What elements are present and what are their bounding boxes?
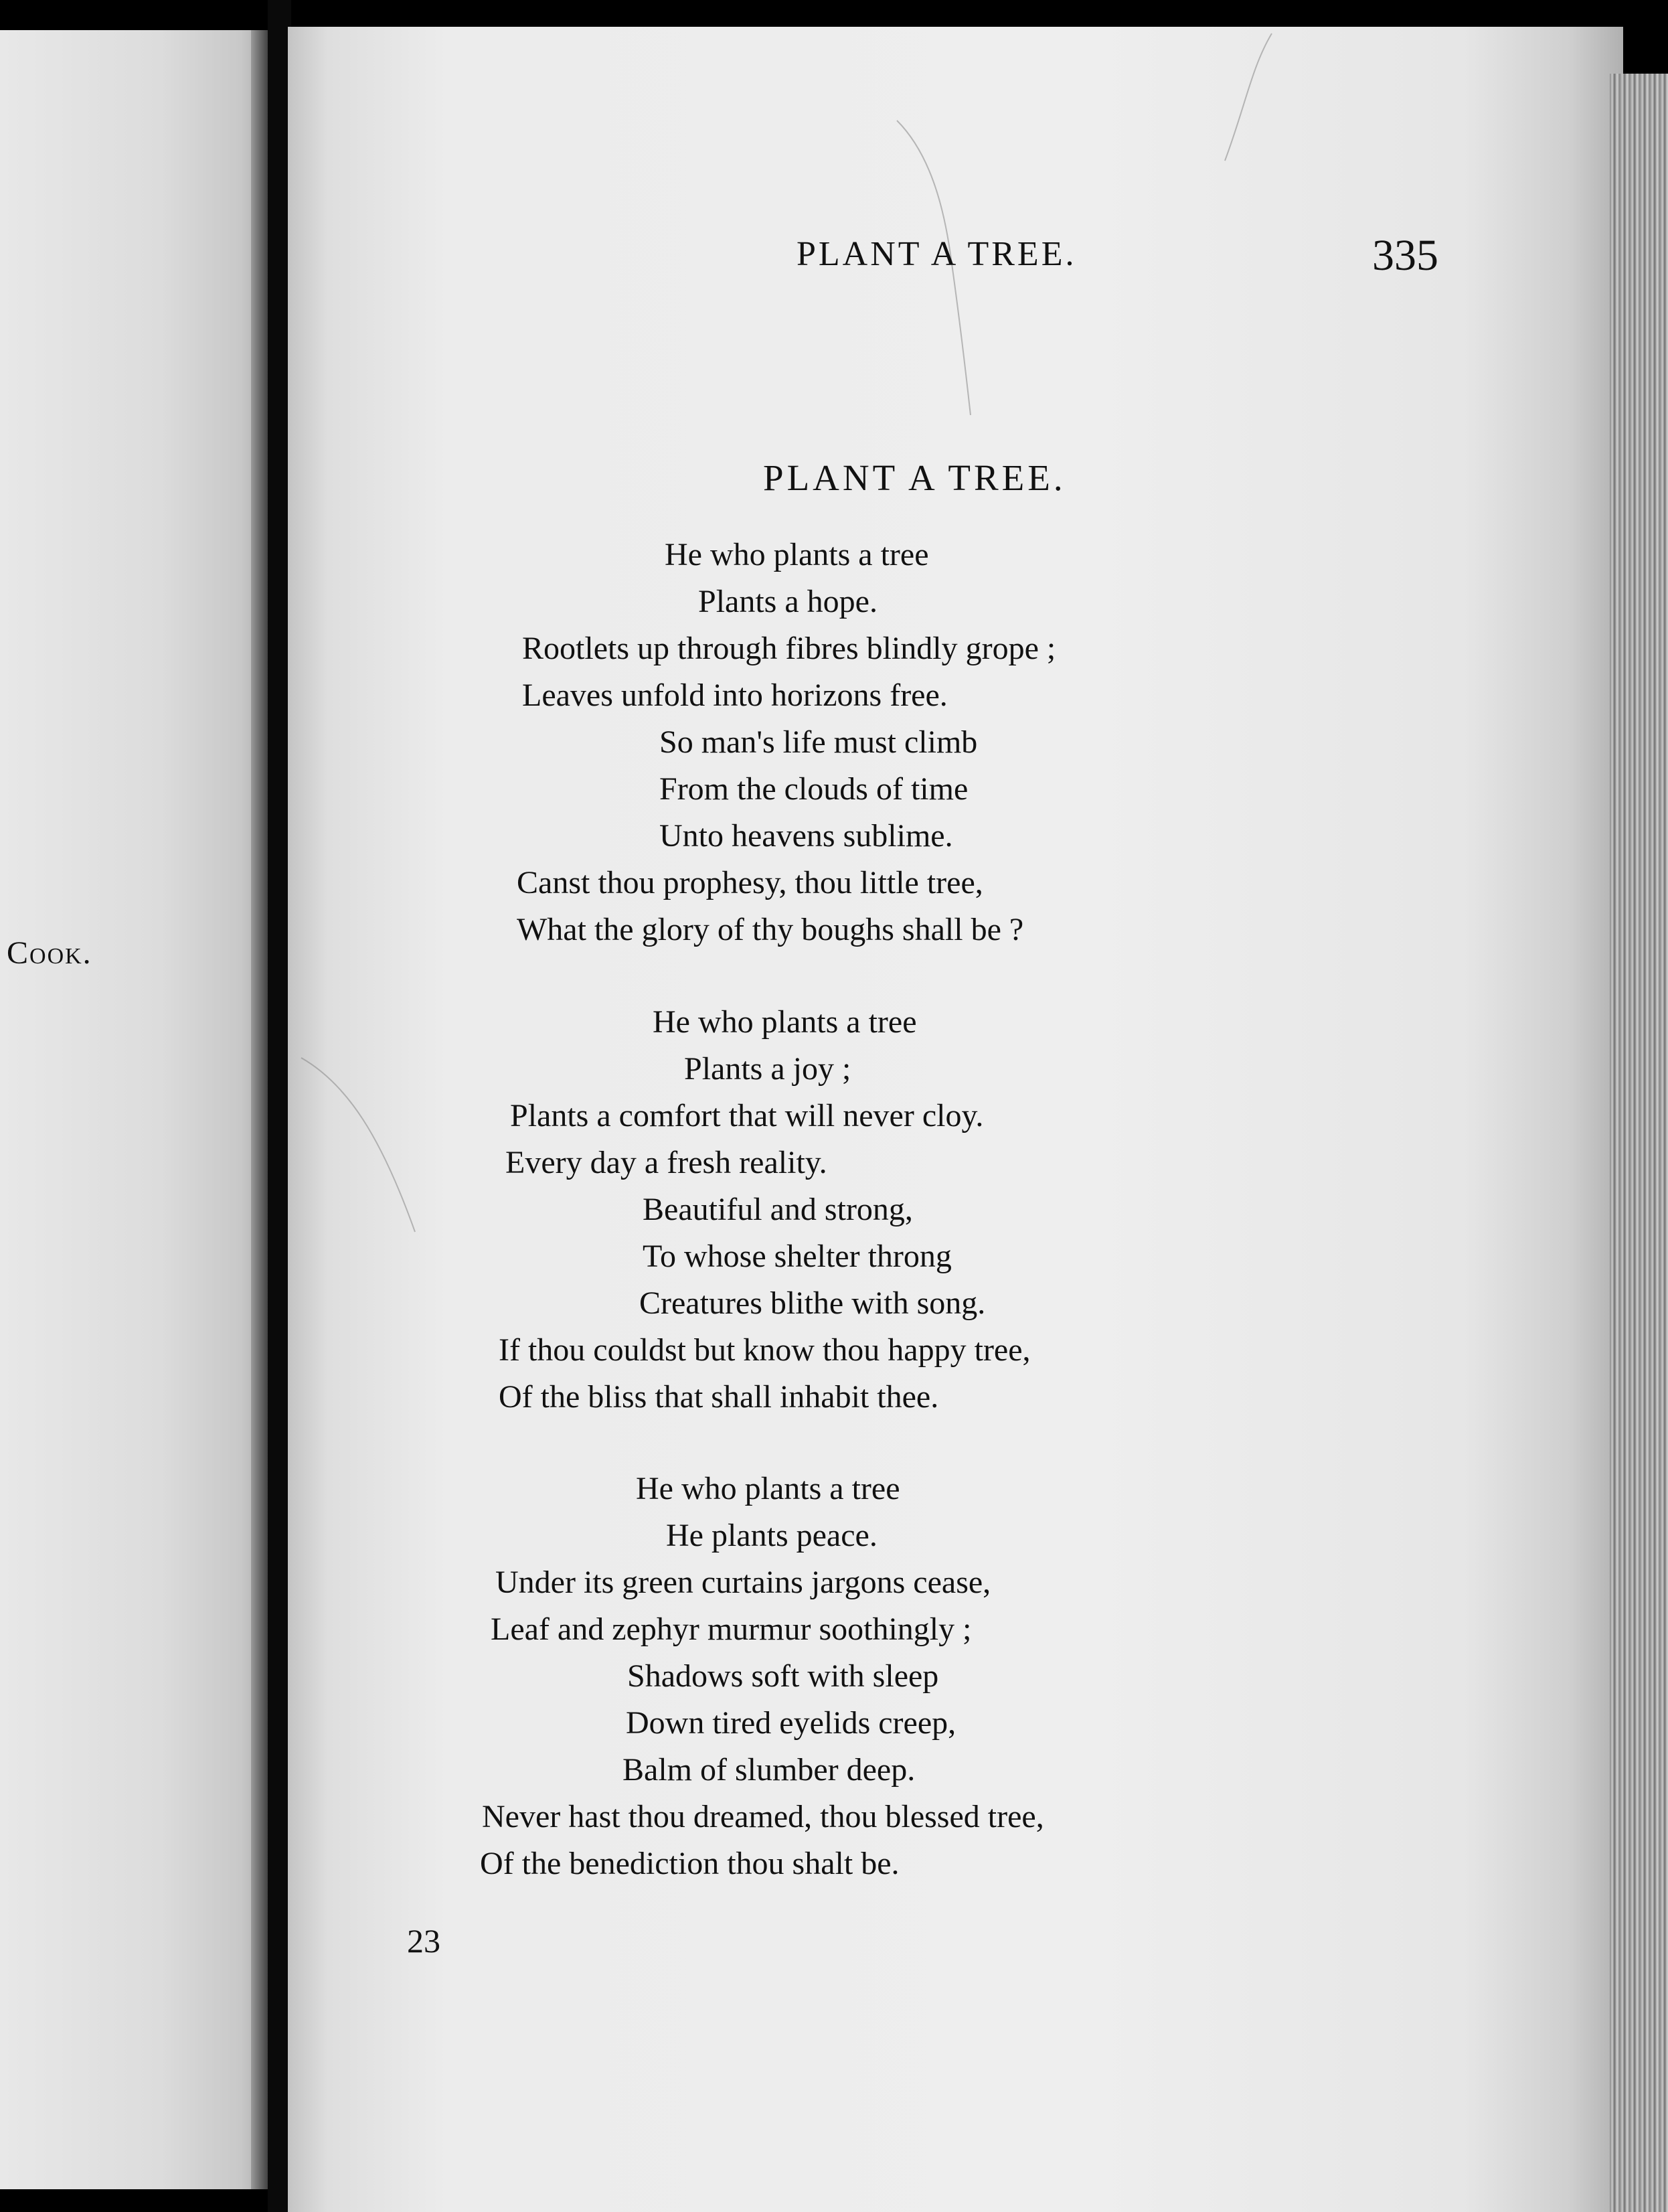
poem-line: From the clouds of time	[659, 771, 969, 807]
poem-line: What the glory of thy boughs shall be ?	[517, 912, 1024, 947]
poem-line: Of the benediction thou shalt be.	[480, 1846, 900, 1881]
poem-line: Beautiful and strong,	[643, 1192, 913, 1227]
poem-line: Plants a comfort that will never cloy.	[510, 1098, 984, 1133]
page-edges	[1610, 74, 1668, 2212]
poem-line: Shadows soft with sleep	[627, 1658, 939, 1694]
poem-line: Canst thou prophesy, thou little tree,	[517, 865, 983, 900]
poem-line: Leaf and zephyr murmur soothingly ;	[491, 1611, 972, 1647]
poem-line: Leaves unfold into horizons free.	[522, 678, 948, 713]
poem-line: He who plants a tree	[653, 1004, 917, 1040]
signature-mark: 23	[407, 1922, 440, 1960]
poem-line: If thou couldst but know thou happy tree,	[499, 1332, 1031, 1368]
poem-line: Plants a joy ;	[684, 1051, 851, 1087]
poem-line: So man's life must climb	[659, 724, 978, 760]
poem-title: PLANT A TREE.	[763, 457, 1066, 498]
poem-line: To whose shelter throng	[643, 1239, 952, 1274]
poem-line: Never hast thou dreamed, thou blessed tree,	[482, 1799, 1044, 1834]
poem-line: Creatures blithe with song.	[639, 1285, 986, 1321]
poem-line: Under its green curtains jargons cease,	[495, 1565, 991, 1600]
poem-line: He plants peace.	[666, 1518, 878, 1553]
poem-line: He who plants a tree	[665, 537, 929, 572]
poem-line: Every day a fresh reality.	[505, 1145, 827, 1180]
paper-fiber-mark	[1205, 27, 1285, 187]
poem-line: Unto heavens sublime.	[659, 818, 953, 854]
poem-line: Of the bliss that shall inhabit thee.	[499, 1379, 939, 1415]
running-head: PLANT A TREE.	[797, 235, 1077, 273]
page-number: 335	[1372, 231, 1438, 280]
paper-fiber-mark	[295, 1044, 428, 1245]
left-page	[0, 30, 268, 2189]
poem-line: Rootlets up through fibres blindly grope ;	[522, 631, 1056, 666]
left-page-text-fragment: Cook.	[7, 935, 92, 971]
poem-line: He who plants a tree	[636, 1471, 900, 1506]
poem-line: Balm of slumber deep.	[622, 1752, 916, 1788]
poem-line: Down tired eyelids creep,	[626, 1705, 956, 1741]
poem-line: Plants a hope.	[698, 584, 878, 619]
